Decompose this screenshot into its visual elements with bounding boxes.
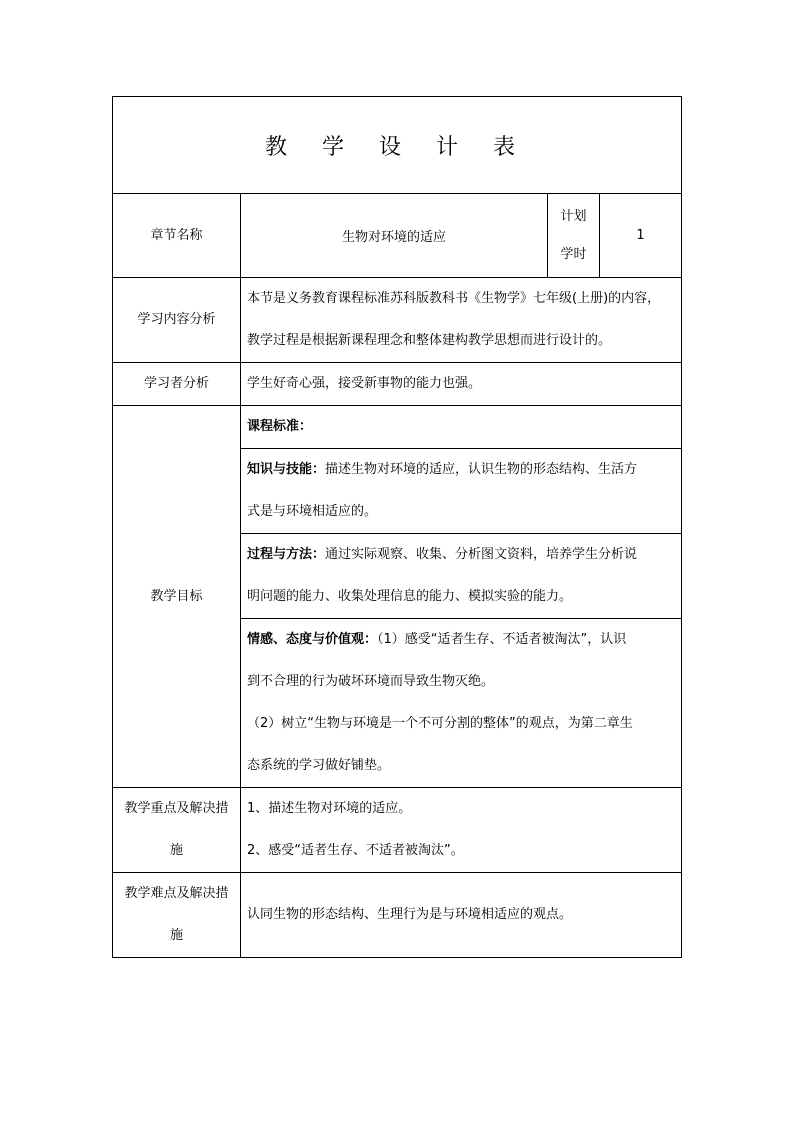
learner-analysis-label: 学习者分析 bbox=[113, 363, 241, 406]
title-row bbox=[113, 97, 682, 194]
difficulties-label-line1: 教学难点及解决措 bbox=[124, 886, 229, 901]
lesson-design-table bbox=[112, 96, 682, 958]
learner-analysis-value: 学生好奇心强，接受新事物的能力也强。 bbox=[241, 363, 682, 406]
emotion-line2: 到不合理的行为破坏环境而导致生物灭绝。 bbox=[247, 674, 495, 689]
key-point-item-1: 1、描述生物对环境的适应。 bbox=[247, 801, 412, 816]
knowledge-line2: 式是与环境相适应的。 bbox=[247, 504, 378, 519]
key-point-item-2: 2、感受“适者生存、不适者被淘汰”。 bbox=[247, 843, 464, 858]
difficulties-label-line2: 施 bbox=[169, 928, 183, 943]
key-points-row bbox=[113, 788, 682, 873]
content-analysis-line2: 教学过程是根据新课程理念和整体建构教学思想而进行设计的。 bbox=[247, 333, 612, 348]
plan-hours-label-line2: 学时 bbox=[560, 246, 587, 262]
process-line1: 通过实际观察、收集、分析图文资料，培养学生分析说 bbox=[325, 547, 638, 562]
knowledge-cell bbox=[241, 449, 682, 534]
content-analysis-line1: 本节是义务教育课程标准苏科版教科书《生物学》七年级(上册)的内容， bbox=[247, 291, 661, 306]
learner-analysis-row bbox=[113, 363, 682, 406]
content-analysis-value bbox=[241, 278, 682, 363]
emotion-heading: 情感、态度与价值观： bbox=[247, 632, 378, 647]
chapter-row bbox=[113, 194, 682, 278]
difficulties-value: 认同生物的形态结构、生理行为是与环境相适应的观点。 bbox=[241, 873, 682, 958]
objectives-standard-row bbox=[113, 406, 682, 449]
difficulties-label bbox=[113, 873, 241, 958]
plan-hours-label bbox=[548, 194, 600, 278]
standard-heading-text: 课程标准： bbox=[247, 419, 313, 434]
key-points-label-line2: 施 bbox=[169, 843, 183, 858]
key-points-label bbox=[113, 788, 241, 873]
objectives-label: 教学目标 bbox=[113, 406, 241, 788]
knowledge-heading: 知识与技能： bbox=[247, 462, 326, 477]
process-line2: 明问题的能力、收集处理信息的能力、模拟实验的能力。 bbox=[247, 589, 573, 604]
content-analysis-row bbox=[113, 278, 682, 363]
standard-heading bbox=[241, 406, 682, 449]
process-cell bbox=[241, 534, 682, 619]
key-points-value bbox=[241, 788, 682, 873]
process-heading: 过程与方法： bbox=[247, 547, 326, 562]
page-title: 教 学 设 计 表 bbox=[113, 97, 682, 194]
emotion-cell bbox=[241, 619, 682, 788]
chapter-label: 章节名称 bbox=[113, 194, 241, 278]
content-analysis-label: 学习内容分析 bbox=[113, 278, 241, 363]
chapter-value: 生物对环境的适应 bbox=[241, 194, 548, 278]
plan-hours-value: 1 bbox=[600, 194, 682, 278]
difficulties-row bbox=[113, 873, 682, 958]
emotion-line3: （2）树立“生物与环境是一个不可分割的整体”的观点，为第二章生 bbox=[247, 716, 633, 731]
plan-hours-label-line1: 计划 bbox=[560, 208, 587, 224]
knowledge-line1: 描述生物对环境的适应，认识生物的形态结构、生活方 bbox=[325, 462, 638, 477]
emotion-line4: 态系统的学习做好铺垫。 bbox=[247, 758, 391, 773]
emotion-line1: （1）感受“适者生存、不适者被淘汰”，认识 bbox=[377, 632, 627, 647]
key-points-label-line1: 教学重点及解决措 bbox=[124, 801, 229, 816]
